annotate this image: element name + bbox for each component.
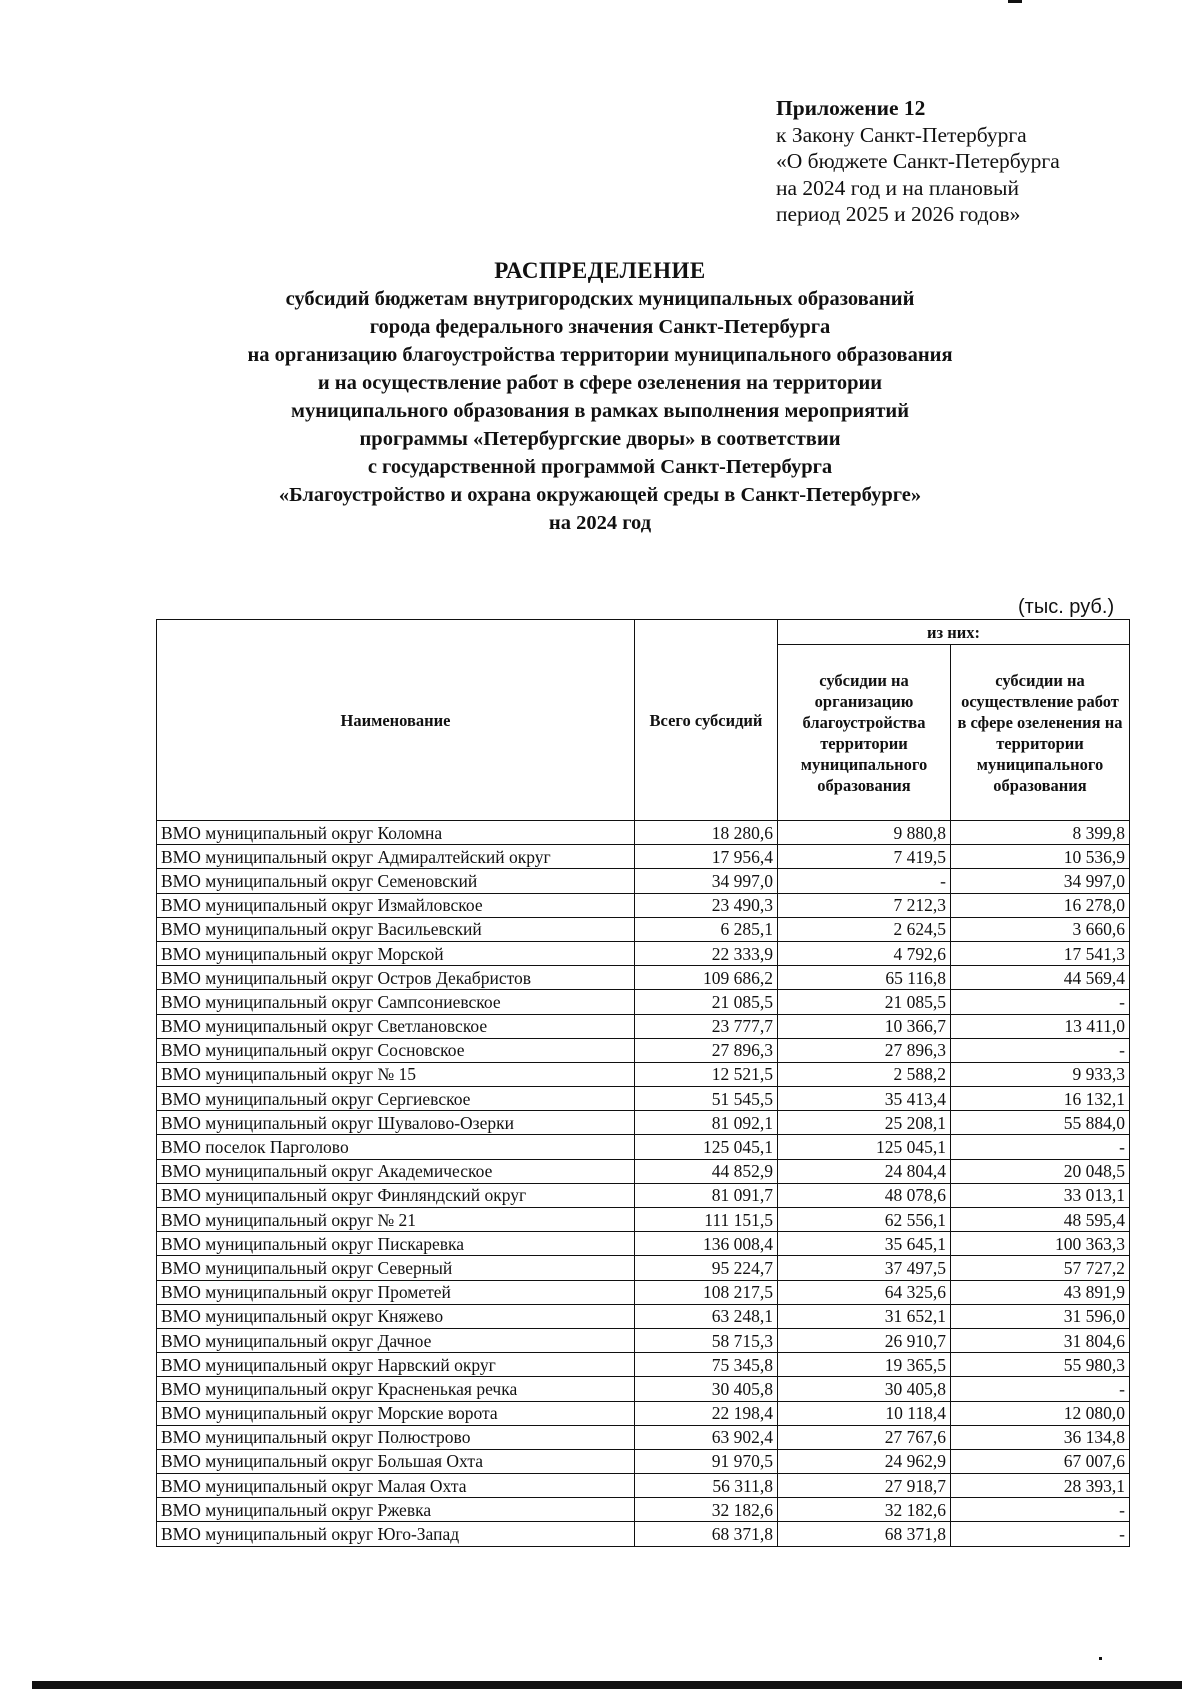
cell-total: 12 521,5 [635, 1062, 778, 1086]
table-row [157, 1304, 1130, 1328]
cell-greening: 67 007,6 [951, 1449, 1130, 1473]
cell-total: 51 545,5 [635, 1087, 778, 1111]
cell-total: 95 224,7 [635, 1256, 778, 1280]
cell-total: 44 852,9 [635, 1159, 778, 1183]
cell-total: 6 285,1 [635, 917, 778, 941]
appendix-line: на 2024 год и на плановый [776, 175, 1019, 200]
cell-improvement: 26 910,7 [778, 1328, 951, 1352]
cell-greening: - [951, 1135, 1130, 1159]
title-line: «Благоустройство и охрана окружающей среды в Санкт-Петербурге» [278, 484, 922, 506]
cell-name: ВМО муниципальный округ Адмиралтейский округ [157, 845, 635, 869]
cell-name: ВМО муниципальный округ Нарвский округ [157, 1353, 635, 1377]
cell-name: ВМО муниципальный округ Красненькая речка [157, 1377, 635, 1401]
cell-improvement: 7 419,5 [778, 845, 951, 869]
cell-name: ВМО муниципальный округ Измайловское [157, 893, 635, 917]
cell-improvement: 10 118,4 [778, 1401, 951, 1425]
cell-greening: 31 596,0 [951, 1304, 1130, 1328]
cell-total: 23 777,7 [635, 1014, 778, 1038]
table-row [157, 1087, 1130, 1111]
cell-name: ВМО муниципальный округ Финляндский округ [157, 1183, 635, 1207]
cell-name: ВМО муниципальный округ Сосновское [157, 1038, 635, 1062]
table-row [157, 1111, 1130, 1135]
cell-improvement: 24 804,4 [778, 1159, 951, 1183]
cell-total: 81 091,7 [635, 1183, 778, 1207]
cell-improvement: 27 896,3 [778, 1038, 951, 1062]
table-row [157, 1062, 1130, 1086]
cell-improvement: 68 371,8 [778, 1522, 951, 1546]
cell-greening: - [951, 1377, 1130, 1401]
cell-total: 109 686,2 [635, 966, 778, 990]
cell-greening: 10 536,9 [951, 845, 1130, 869]
cell-total: 125 045,1 [635, 1135, 778, 1159]
cell-name: ВМО муниципальный округ № 21 [157, 1208, 635, 1232]
cell-improvement: 25 208,1 [778, 1111, 951, 1135]
cell-name: ВМО муниципальный округ Северный [157, 1256, 635, 1280]
header-of-which: из них: [778, 620, 1130, 645]
scan-mark [1008, 0, 1022, 3]
cell-total: 111 151,5 [635, 1208, 778, 1232]
table-row [157, 1353, 1130, 1377]
cell-greening: 34 997,0 [951, 869, 1130, 893]
cell-greening: 100 363,3 [951, 1232, 1130, 1256]
table-row [157, 1498, 1130, 1522]
cell-greening: 20 048,5 [951, 1159, 1130, 1183]
cell-greening: - [951, 1498, 1130, 1522]
table-row [157, 1425, 1130, 1449]
cell-name: ВМО муниципальный округ № 15 [157, 1062, 635, 1086]
table-row [157, 941, 1130, 965]
title-line: на организацию благоустройства территории муниципального образования [247, 344, 953, 366]
cell-improvement: - [778, 869, 951, 893]
cell-improvement: 35 413,4 [778, 1087, 951, 1111]
title-line: на 2024 год [548, 512, 652, 534]
cell-total: 22 198,4 [635, 1401, 778, 1425]
cell-name: ВМО муниципальный округ Семеновский [157, 869, 635, 893]
cell-improvement: 19 365,5 [778, 1353, 951, 1377]
table-row [157, 869, 1130, 893]
table-row [157, 1401, 1130, 1425]
table-row [157, 1159, 1130, 1183]
cell-greening: 55 980,3 [951, 1353, 1130, 1377]
table-row [157, 1377, 1130, 1401]
table-row [157, 1256, 1130, 1280]
cell-name: ВМО муниципальный округ Васильевский [157, 917, 635, 941]
cell-total: 32 182,6 [635, 1498, 778, 1522]
cell-total: 81 092,1 [635, 1111, 778, 1135]
table-row [157, 1328, 1130, 1352]
cell-name: ВМО муниципальный округ Большая Охта [157, 1449, 635, 1473]
table-row [157, 1232, 1130, 1256]
cell-improvement: 125 045,1 [778, 1135, 951, 1159]
title-line: и на осуществление работ в сфере озеленения на территории [317, 372, 883, 394]
title-line: с государственной программой Санкт-Петербурга [367, 456, 833, 478]
header-name: Наименование [157, 620, 635, 821]
table-row [157, 1280, 1130, 1304]
cell-greening: 9 933,3 [951, 1062, 1130, 1086]
cell-greening: - [951, 1038, 1130, 1062]
cell-total: 56 311,8 [635, 1474, 778, 1498]
table-row [157, 1522, 1130, 1546]
cell-greening: 44 569,4 [951, 966, 1130, 990]
cell-name: ВМО муниципальный округ Шувалово-Озерки [157, 1111, 635, 1135]
cell-greening: 17 541,3 [951, 941, 1130, 965]
table-row [157, 1038, 1130, 1062]
cell-total: 30 405,8 [635, 1377, 778, 1401]
table-row [157, 845, 1130, 869]
table-row [157, 1135, 1130, 1159]
cell-improvement: 10 366,7 [778, 1014, 951, 1038]
cell-greening: 8 399,8 [951, 821, 1130, 845]
cell-greening: 48 595,4 [951, 1208, 1130, 1232]
cell-name: ВМО муниципальный округ Княжево [157, 1304, 635, 1328]
cell-improvement: 37 497,5 [778, 1256, 951, 1280]
cell-improvement: 2 624,5 [778, 917, 951, 941]
cell-total: 34 997,0 [635, 869, 778, 893]
cell-total: 18 280,6 [635, 821, 778, 845]
cell-improvement: 24 962,9 [778, 1449, 951, 1473]
cell-improvement: 35 645,1 [778, 1232, 951, 1256]
cell-name: ВМО муниципальный округ Сергиевское [157, 1087, 635, 1111]
cell-improvement: 30 405,8 [778, 1377, 951, 1401]
cell-name: ВМО муниципальный округ Сампсониевское [157, 990, 635, 1014]
cell-total: 63 248,1 [635, 1304, 778, 1328]
cell-total: 21 085,5 [635, 990, 778, 1014]
cell-total: 75 345,8 [635, 1353, 778, 1377]
cell-improvement: 62 556,1 [778, 1208, 951, 1232]
cell-name: ВМО поселок Парголово [157, 1135, 635, 1159]
cell-name: ВМО муниципальный округ Юго-Запад [157, 1522, 635, 1546]
table-row [157, 1474, 1130, 1498]
title-line: программы «Петербургские дворы» в соответствии [359, 428, 841, 450]
table-row [157, 821, 1130, 845]
header-greening: субсидии на осуществление работ в сфере озеленения на территории муниципального образования [951, 645, 1130, 821]
title-line: субсидий бюджетам внутригородских муниципальных образований [285, 288, 915, 310]
cell-improvement: 2 588,2 [778, 1062, 951, 1086]
table-row [157, 990, 1130, 1014]
subsidy-table [156, 619, 1130, 1547]
cell-total: 68 371,8 [635, 1522, 778, 1546]
appendix-line: «О бюджете Санкт-Петербурга [776, 149, 1060, 173]
table-row [157, 893, 1130, 917]
cell-greening: 57 727,2 [951, 1256, 1130, 1280]
table-row [157, 1183, 1130, 1207]
cell-greening: 12 080,0 [951, 1401, 1130, 1425]
cell-name: ВМО муниципальный округ Остров Декабристов [157, 966, 635, 990]
table-row [157, 966, 1130, 990]
cell-improvement: 32 182,6 [778, 1498, 951, 1522]
cell-improvement: 65 116,8 [778, 966, 951, 990]
cell-name: ВМО муниципальный округ Малая Охта [157, 1474, 635, 1498]
cell-total: 58 715,3 [635, 1328, 778, 1352]
scan-bottom-edge [32, 1681, 1182, 1689]
cell-greening: 31 804,6 [951, 1328, 1130, 1352]
table-row [157, 917, 1130, 941]
cell-name: ВМО муниципальный округ Морские ворота [157, 1401, 635, 1425]
cell-greening: 36 134,8 [951, 1425, 1130, 1449]
cell-name: ВМО муниципальный округ Дачное [157, 1328, 635, 1352]
cell-greening: 16 278,0 [951, 893, 1130, 917]
cell-name: ВМО муниципальный округ Ржевка [157, 1498, 635, 1522]
title-main: РАСПРЕДЕЛЕНИЕ [494, 258, 706, 283]
cell-improvement: 31 652,1 [778, 1304, 951, 1328]
document-title [100, 257, 1100, 537]
cell-name: ВМО муниципальный округ Пискаревка [157, 1232, 635, 1256]
appendix-line: к Закону Санкт-Петербурга [776, 122, 1027, 147]
cell-name: ВМО муниципальный округ Коломна [157, 821, 635, 845]
cell-total: 108 217,5 [635, 1280, 778, 1304]
cell-total: 27 896,3 [635, 1038, 778, 1062]
cell-improvement: 7 212,3 [778, 893, 951, 917]
appendix-line: период 2025 и 2026 годов» [776, 202, 1021, 226]
units-label: (тыс. руб.) [1018, 596, 1115, 618]
cell-greening: - [951, 1522, 1130, 1546]
cell-total: 63 902,4 [635, 1425, 778, 1449]
cell-improvement: 64 325,6 [778, 1280, 951, 1304]
cell-greening: 43 891,9 [951, 1280, 1130, 1304]
table-row [157, 1014, 1130, 1038]
cell-greening: 28 393,1 [951, 1474, 1130, 1498]
cell-improvement: 9 880,8 [778, 821, 951, 845]
cell-total: 136 008,4 [635, 1232, 778, 1256]
cell-greening: 3 660,6 [951, 917, 1130, 941]
header-total: Всего субсидий [635, 620, 778, 821]
cell-total: 17 956,4 [635, 845, 778, 869]
cell-name: ВМО муниципальный округ Академическое [157, 1159, 635, 1183]
cell-greening: 33 013,1 [951, 1183, 1130, 1207]
cell-improvement: 27 767,6 [778, 1425, 951, 1449]
table-row [157, 1449, 1130, 1473]
cell-name: ВМО муниципальный округ Полюстрово [157, 1425, 635, 1449]
cell-greening: 55 884,0 [951, 1111, 1130, 1135]
table-body [157, 821, 1130, 1547]
appendix-number: Приложение 12 [776, 96, 926, 120]
header-improvement: субсидии на организацию благоустройства территории муниципального образования [778, 645, 951, 821]
scan-mark [1099, 1657, 1102, 1660]
cell-total: 23 490,3 [635, 893, 778, 917]
title-line: муниципального образования в рамках выполнения мероприятий [290, 400, 910, 422]
cell-greening: - [951, 990, 1130, 1014]
title-line: города федерального значения Санкт-Петербурга [369, 316, 831, 338]
cell-greening: 16 132,1 [951, 1087, 1130, 1111]
cell-improvement: 21 085,5 [778, 990, 951, 1014]
appendix-block [776, 95, 1060, 228]
cell-name: ВМО муниципальный округ Прометей [157, 1280, 635, 1304]
cell-improvement: 4 792,6 [778, 941, 951, 965]
cell-name: ВМО муниципальный округ Морской [157, 941, 635, 965]
cell-improvement: 27 918,7 [778, 1474, 951, 1498]
table-row [157, 1208, 1130, 1232]
cell-total: 91 970,5 [635, 1449, 778, 1473]
cell-name: ВМО муниципальный округ Светлановское [157, 1014, 635, 1038]
cell-improvement: 48 078,6 [778, 1183, 951, 1207]
cell-greening: 13 411,0 [951, 1014, 1130, 1038]
cell-total: 22 333,9 [635, 941, 778, 965]
